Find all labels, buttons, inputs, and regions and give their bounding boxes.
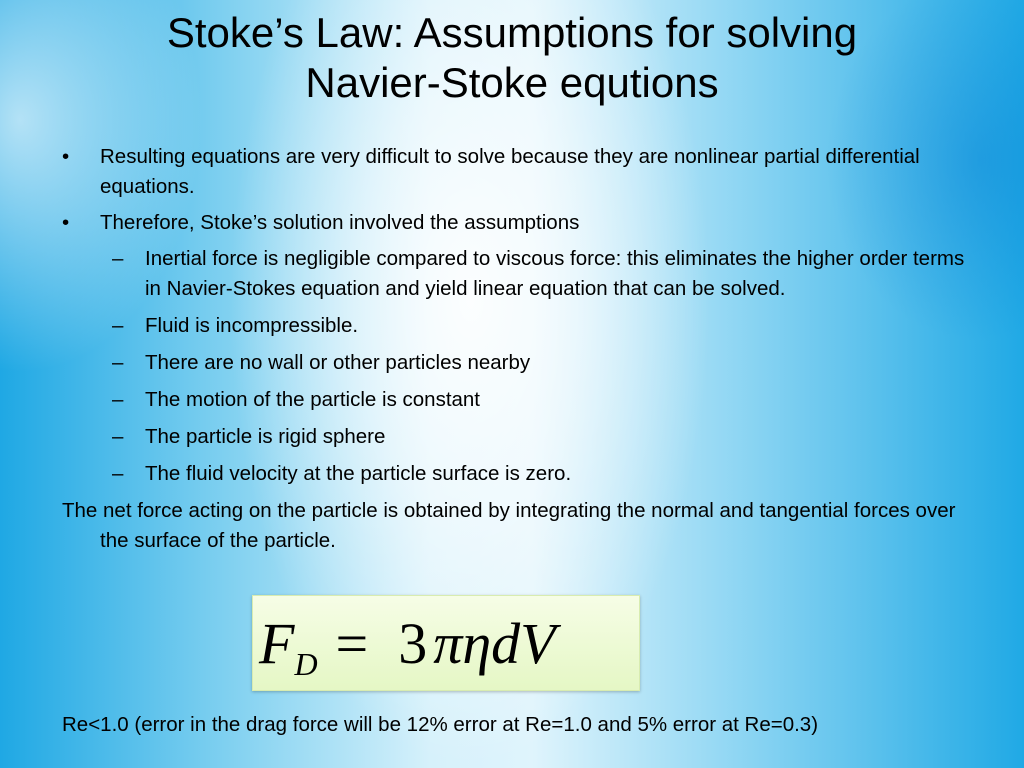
sub-bullet-text: Fluid is incompressible. bbox=[145, 314, 359, 337]
formula-equals: = bbox=[335, 611, 369, 676]
bullet-item bbox=[62, 142, 982, 202]
sub-bullet-item bbox=[62, 244, 982, 304]
bullet-marker: • bbox=[62, 211, 70, 234]
sub-bullet-marker: – bbox=[112, 425, 124, 448]
formula-subscript: D bbox=[294, 646, 318, 682]
sub-bullet-item bbox=[62, 422, 982, 452]
sub-bullet-item bbox=[62, 348, 982, 378]
sub-bullet-text: The particle is rigid sphere bbox=[145, 425, 386, 448]
slide-title-line-1: Stoke’s Law: Assumptions for solving bbox=[166, 9, 858, 56]
bullet-marker: • bbox=[62, 145, 70, 168]
drag-force-formula bbox=[252, 595, 640, 691]
sub-bullet-marker: – bbox=[112, 247, 124, 270]
sub-bullet-text: Inertial force is negligible compared to viscous force: this eliminates the higher order terms in Navier-Stokes equation and yield linear equation that can be solved. bbox=[145, 247, 965, 300]
bullet-item bbox=[62, 208, 982, 238]
sub-bullet-marker: – bbox=[112, 388, 124, 411]
formula-lhs: F bbox=[259, 611, 295, 676]
sub-bullet-item bbox=[62, 311, 982, 341]
sub-bullet-text: The fluid velocity at the particle surface is zero. bbox=[145, 462, 572, 485]
sub-bullet-item bbox=[62, 385, 982, 415]
bullet-text: Resulting equations are very difficult to solve because they are nonlinear partial differential equations. bbox=[100, 145, 920, 198]
sub-bullet-text: The motion of the particle is constant bbox=[145, 388, 481, 411]
sub-bullet-text: There are no wall or other particles nearby bbox=[145, 351, 531, 374]
slide-title bbox=[0, 8, 1024, 108]
bullet-text: Therefore, Stoke’s solution involved the assumptions bbox=[100, 211, 580, 234]
formula-coefficient: 3 bbox=[398, 611, 428, 676]
body-paragraph: The net force acting on the particle is obtained by integrating the normal and tangential forces over the surface of the particle. bbox=[62, 499, 956, 552]
sub-bullet-item bbox=[62, 459, 982, 489]
reynolds-note: Re<1.0 (error in the drag force will be 12% error at Re=1.0 and 5% error at Re=0.3) bbox=[62, 713, 819, 736]
sub-bullet-marker: – bbox=[112, 314, 124, 337]
slide-title-line-2: Navier-Stoke equtions bbox=[305, 59, 719, 106]
sub-bullet-marker: – bbox=[112, 351, 124, 374]
formula-rhs: πηdV bbox=[433, 611, 556, 676]
slide-body bbox=[62, 142, 982, 562]
sub-bullet-marker: – bbox=[112, 462, 124, 485]
